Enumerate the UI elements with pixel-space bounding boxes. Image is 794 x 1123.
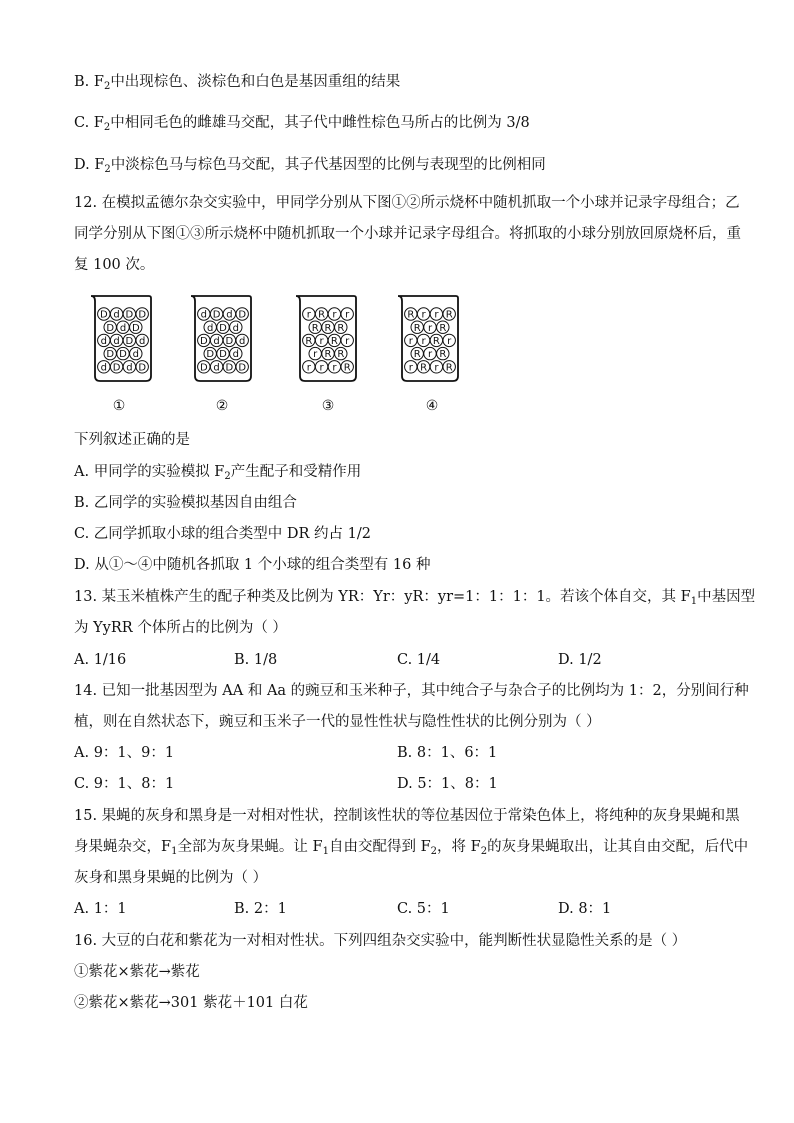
ball-letter: D	[106, 322, 115, 334]
ball-letter: r	[345, 336, 350, 347]
ball-letter: d	[113, 336, 120, 347]
ball-letter: D	[138, 362, 147, 374]
ball-letter: D	[131, 322, 140, 334]
q14-option-d: D. 5：1、8：1	[397, 776, 498, 792]
ball-letter: R	[439, 322, 447, 334]
ball-letter: r	[434, 309, 439, 321]
ball-letter: r	[421, 336, 426, 347]
q12-stem-line-1: 12. 在模拟孟德尔杂交实验中，甲同学分别从下图①②所示烧杯中随机抓取一个小球并记录字母组合；乙	[74, 195, 740, 211]
beaker-2-label: ②	[215, 398, 229, 414]
ball-letter: r	[434, 362, 439, 374]
ball-letter: R	[420, 362, 428, 374]
q12-prompt: 下列叙述正确的是	[74, 432, 190, 448]
ball-letter: d	[200, 309, 207, 321]
ball-letter: R	[324, 322, 332, 334]
ball-letter: R	[337, 349, 345, 361]
ball-letter: D	[225, 336, 234, 347]
beaker-4-figure	[393, 292, 463, 382]
q13-option-b: B. 1/8	[234, 652, 278, 668]
ball-letter: D	[225, 362, 234, 374]
ball-letter: D	[199, 362, 208, 374]
q12-option-a: A. 甲同学的实验模拟 $F_2$产生配子和受精作用	[74, 464, 362, 482]
ball-letter: d	[213, 362, 220, 374]
ball-letter: D	[238, 309, 247, 321]
ball-letter: D	[219, 349, 227, 361]
ball-letter: R	[413, 349, 421, 361]
ball-letter: R	[413, 322, 421, 334]
ball-letter: R	[311, 322, 319, 334]
q15-option-c: C. 5：1	[397, 901, 450, 917]
ball-letter: R	[439, 349, 447, 361]
q13-stem-line-1: 13. 某玉米植株产生的配子种类及比例为 YR：Yr：yR：yr=1：1：1：1。若该个体自交，其 $F_1$中基因型	[74, 589, 756, 607]
ball-letter: D	[199, 336, 208, 347]
q12-option-b: B. 乙同学的实验模拟基因自由组合	[74, 495, 297, 511]
ball-letter: r	[306, 309, 311, 321]
q13-option-d: D. 1/2	[558, 652, 602, 668]
ball-letter: d	[207, 322, 214, 334]
q11-option-d: D. $F_2$中淡棕色马与棕色马交配，其子代基因型的比例与表现型的比例相同	[74, 157, 546, 175]
ball-letter: R	[445, 309, 453, 321]
ball-letter: d	[100, 336, 107, 347]
q15-option-d: D. 8：1	[558, 901, 612, 917]
q15-stem-line-3: 灰身和黑身果蝇的比例为（ ）	[74, 870, 268, 886]
ball-letter: d	[100, 362, 107, 374]
ball-letter: r	[427, 349, 433, 361]
ball-letter: r	[313, 349, 318, 361]
q16-item-1: ①紫花×紫花→紫花	[74, 964, 200, 980]
ball-letter: d	[119, 322, 127, 334]
ball-letter: r	[332, 309, 337, 321]
ball-letter: R	[343, 362, 351, 374]
ball-letter: d	[139, 336, 146, 347]
ball-letter: R	[318, 309, 326, 321]
q15-stem-line-1: 15. 果蝇的灰身和黑身是一对相对性状，控制该性状的等位基因位于常染色体上，将纯种的灰身果蝇和黑	[74, 808, 740, 824]
q11-option-b: B. $F_2$中出现棕色、淡棕色和白色是基因重组的结果	[74, 74, 401, 92]
beaker-4-label: ④	[425, 398, 439, 414]
ball-letter: D	[106, 349, 115, 361]
beaker-1-label: ①	[112, 398, 126, 414]
ball-letter: R	[407, 309, 415, 321]
q14-option-a: A. 9：1、9：1	[74, 745, 175, 761]
ball-letter: r	[427, 322, 433, 334]
q14-stem-line-2: 植，则在自然状态下，豌豆和玉米子一代的显性性状与隐性性状的比例分别为（ ）	[74, 714, 601, 730]
ball-letter: r	[408, 362, 413, 374]
q15-stem-line-2: 身果蝇杂交，$F_1$全部为灰身果蝇。让 $F_1$自由交配得到 $F_2$，将 $F_2$的灰身果蝇取出，让其自由交配，后代中	[74, 839, 749, 857]
q16-stem: 16. 大豆的白花和紫花为一对相对性状。下列四组杂交实验中，能判断性状显隐性关系的是（ ）	[74, 933, 687, 949]
ball-letter: d	[126, 362, 133, 374]
q14-option-c: C. 9：1、8：1	[74, 776, 175, 792]
q13-option-c: C. 1/4	[397, 652, 441, 668]
ball-letter: R	[324, 349, 332, 361]
ball-letter: r	[447, 336, 452, 347]
q12-option-c: C. 乙同学抓取小球的组合类型中 DR 约占 1/2	[74, 526, 372, 542]
q11-option-c: C. $F_2$中相同毛色的雌雄马交配，其子代中雌性棕色马所占的比例为 3/8	[74, 115, 530, 133]
ball-letter: D	[125, 336, 134, 347]
q12-option-d: D. 从①～④中随机各抓取 1 个小球的组合类型有 16 种	[74, 557, 431, 573]
q12-stem-line-2: 同学分别从下图①③所示烧杯中随机抓取一个小球并记录字母组合。将抓取的小球分别放回原烧杯后，重	[74, 226, 741, 242]
q13-stem-line-2: 为 YyRR 个体所占的比例为（ ）	[74, 620, 287, 636]
ball-letter: d	[132, 349, 139, 361]
q12-stem-line-3: 复 100 次。	[74, 257, 155, 273]
ball-letter: D	[112, 362, 121, 374]
ball-letter: d	[239, 336, 246, 347]
ball-letter: d	[226, 309, 233, 321]
beaker-2-figure	[186, 292, 256, 382]
ball-letter: R	[305, 336, 313, 347]
ball-letter: d	[213, 336, 220, 347]
beaker-1-figure	[86, 292, 156, 382]
ball-letter: d	[113, 309, 120, 321]
ball-letter: R	[432, 336, 440, 347]
ball-letter: D	[238, 362, 247, 374]
ball-letter: D	[138, 309, 147, 321]
ball-letter: R	[445, 362, 453, 374]
ball-letter: r	[319, 362, 324, 374]
ball-letter: D	[219, 322, 227, 334]
ball-letter: R	[330, 336, 338, 347]
ball-letter: D	[125, 309, 134, 321]
ball-letter: d	[232, 349, 239, 361]
ball-letter: r	[421, 309, 426, 321]
ball-letter: r	[408, 336, 413, 347]
q15-option-b: B. 2：1	[234, 901, 287, 917]
ball-letter: R	[337, 322, 345, 334]
beaker-3-figure	[291, 292, 361, 382]
ball-letter: d	[232, 322, 239, 334]
q13-option-a: A. 1/16	[74, 652, 127, 668]
q15-option-a: A. 1：1	[74, 901, 127, 917]
ball-letter: D	[119, 349, 127, 361]
q16-item-2: ②紫花×紫花→301 紫花＋101 白花	[74, 995, 308, 1011]
q14-stem-line-1: 14. 已知一批基因型为 AA 和 Aa 的豌豆和玉米种子，其中纯合子与杂合子的比例均为 1：2，分别间行种	[74, 683, 749, 699]
ball-letter: D	[206, 349, 215, 361]
q14-option-b: B. 8：1、6：1	[397, 745, 498, 761]
ball-letter: D	[99, 309, 108, 321]
ball-letter: r	[345, 309, 350, 321]
ball-letter: r	[306, 362, 311, 374]
ball-letter: D	[212, 309, 221, 321]
ball-letter: r	[332, 362, 337, 374]
beaker-3-label: ③	[321, 398, 335, 414]
ball-letter: r	[319, 336, 324, 347]
